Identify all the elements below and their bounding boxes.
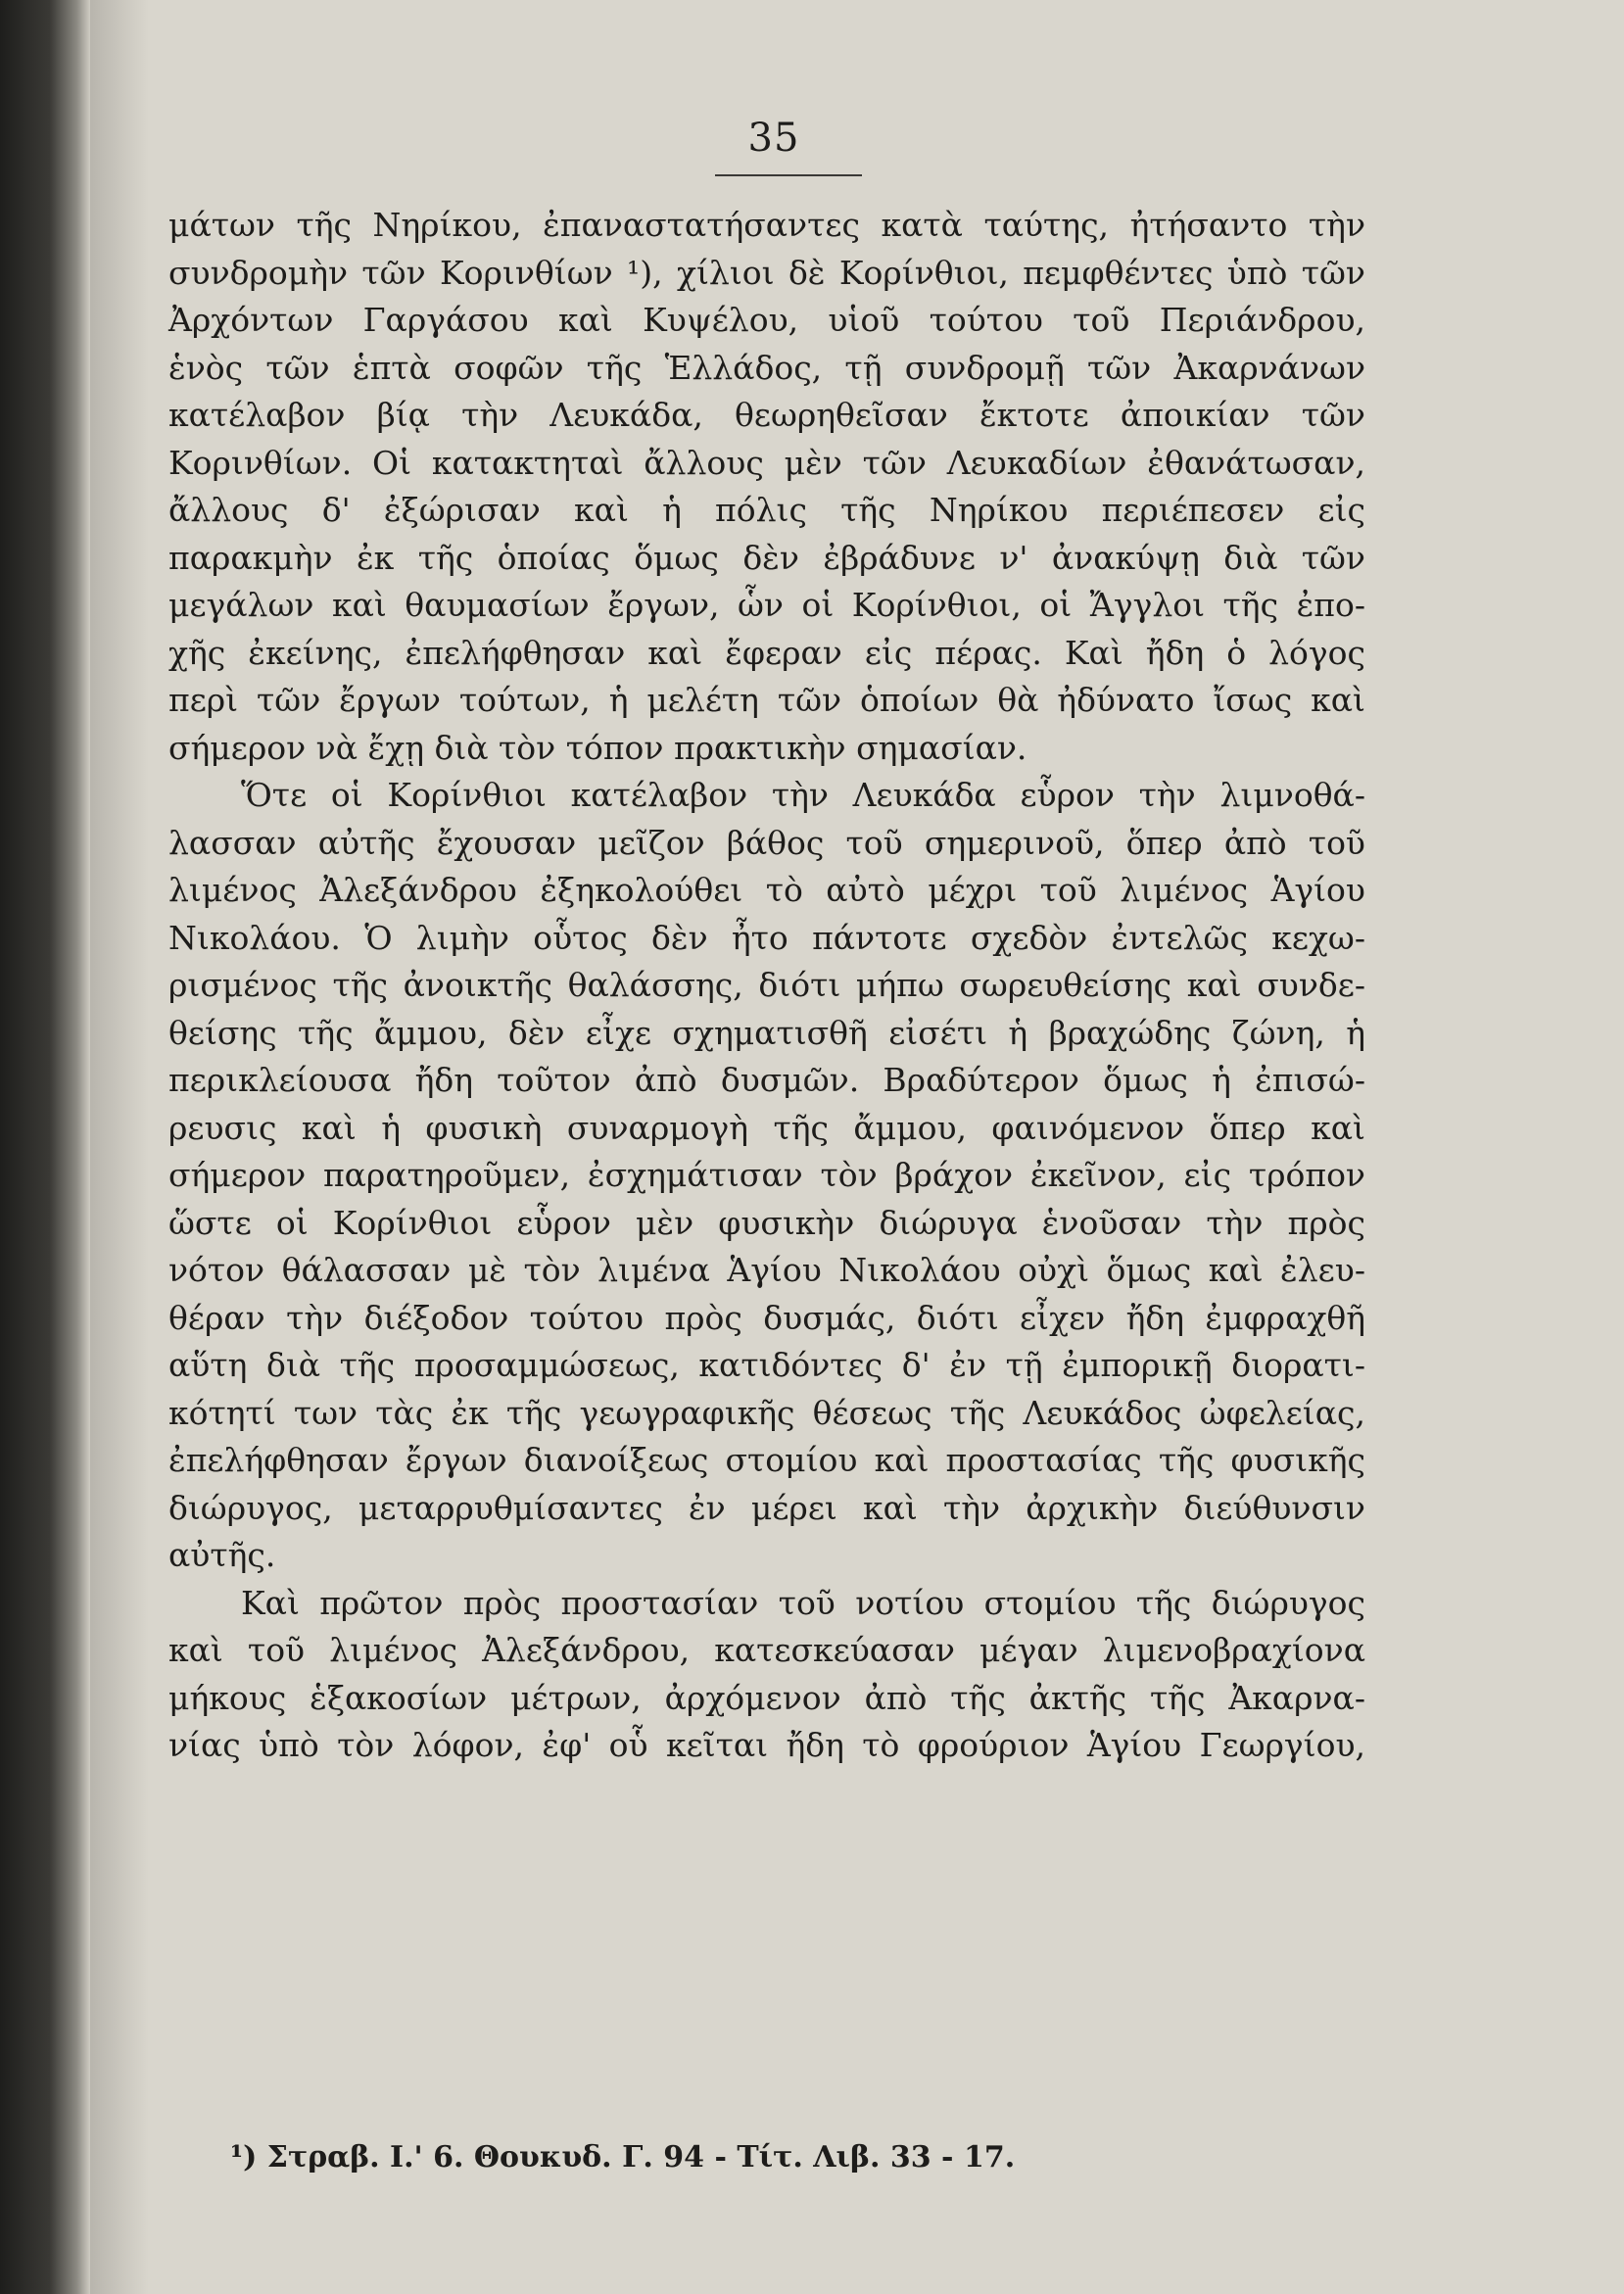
text-line: Ἀρχόντων Γαργάσου καὶ Κυψέλου, υἱοῦ τούτου τοῦ Περιάνδρου, xyxy=(168,301,1365,339)
text-line: ἄλλους δ' ἐξώρισαν καὶ ἡ πόλις τῆς Νηρίκου περιέπεσεν εἰς xyxy=(168,491,1365,529)
text-line: ρισμένος τῆς ἀνοικτῆς θαλάσσης, διότι μήπω σωρευθείσης καὶ συνδε- xyxy=(168,966,1365,1004)
text-line: Νικολάου. Ὁ λιμὴν οὗτος δὲν ἦτο πάντοτε σχεδὸν ἐντελῶς κεχω- xyxy=(168,918,1365,957)
text-line: μεγάλων καὶ θαυμασίων ἔργων, ὧν οἱ Κορίνθιοι, οἱ Ἄγγλοι τῆς ἐπο- xyxy=(168,586,1365,624)
text-line: κότητί των τὰς ἐκ τῆς γεωγραφικῆς θέσεως τῆς Λευκάδος ὠφελείας, xyxy=(168,1393,1365,1432)
page-number-rule xyxy=(715,174,862,176)
text-line: σήμερον παρατηροῦμεν, ἐσχημάτισαν τὸν βράχον ἐκεῖνον, εἰς τρόπον xyxy=(168,1156,1365,1194)
text-line: λιμένος Ἀλεξάνδρου ἐξηκολούθει τὸ αὐτὸ μέχρι τοῦ λιμένος Ἁγίου xyxy=(168,871,1365,909)
text-line: αὐτῆς. xyxy=(168,1536,276,1574)
text-line: σήμερον νὰ ἔχῃ διὰ τὸν τόπον πρακτικὴν σημασίαν. xyxy=(168,728,1027,767)
text-line: χῆς ἐκείνης, ἐπελήφθησαν καὶ ἔφεραν εἰς πέρας. Καὶ ἤδη ὁ λόγος xyxy=(168,633,1365,672)
text-line: Κορινθίων. Οἱ κατακτηταὶ ἄλλους μὲν τῶν Λευκαδίων ἐθανάτωσαν, xyxy=(168,443,1365,482)
footnote-marker: ¹) xyxy=(230,2140,258,2175)
text-line: νότον θάλασσαν μὲ τὸν λιμένα Ἁγίου Νικολάου οὐχὶ ὅμως καὶ ἐλευ- xyxy=(168,1251,1365,1289)
text-line: μάτων τῆς Νηρίκου, ἐπαναστατήσαντες κατὰ ταύτης, ἠτήσαντο τὴν xyxy=(168,206,1365,244)
text-line: ὥστε οἱ Κορίνθιοι εὗρον μὲν φυσικὴν διώρυγα ἑνοῦσαν τὴν πρὸς xyxy=(168,1203,1365,1242)
page-gutter xyxy=(90,0,149,2294)
text-line: κατέλαβον βίᾳ τὴν Λευκάδα, θεωρηθεῖσαν ἔκτοτε ἀποικίαν τῶν xyxy=(168,396,1365,434)
text-line: ἑνὸς τῶν ἑπτὰ σοφῶν τῆς Ἑλλάδος, τῇ συνδρομῇ τῶν Ἀκαρνάνων xyxy=(168,348,1365,387)
text-line: περικλείουσα ἤδη τοῦτον ἀπὸ δυσμῶν. Βραδύτερον ὅμως ἡ ἐπισώ- xyxy=(168,1061,1365,1099)
text-line: περὶ τῶν ἔργων τούτων, ἡ μελέτη τῶν ὁποίων θὰ ἠδύνατο ἴσως καὶ xyxy=(168,681,1365,719)
text-line: νίας ὑπὸ τὸν λόφον, ἐφ' οὗ κεῖται ἤδη τὸ φρούριον Ἁγίου Γεωργίου, xyxy=(168,1726,1365,1764)
text-line: αὕτη διὰ τῆς προσαμμώσεως, κατιδόντες δ' ἐν τῇ ἐμπορικῇ διορατι- xyxy=(168,1346,1365,1384)
text-line: θείσης τῆς ἄμμου, δὲν εἶχε σχηματισθῆ εἰσέτι ἡ βραχώδης ζώνη, ἡ xyxy=(168,1013,1365,1052)
book-binding-shadow xyxy=(0,0,90,2294)
text-line: παρακμὴν ἐκ τῆς ὁποίας ὅμως δὲν ἐβράδυνε ν' ἀνακύψῃ διὰ τῶν xyxy=(168,538,1365,577)
text-line: Ὅτε οἱ Κορίνθιοι κατέλαβον τὴν Λευκάδα εὗρον τὴν λιμνοθά- xyxy=(241,776,1365,814)
footnote xyxy=(230,2138,1112,2177)
text-line: ἐπελήφθησαν ἔργων διανοίξεως στομίου καὶ προστασίας τῆς φυσικῆς xyxy=(168,1441,1365,1479)
text-line: λασσαν αὐτῆς ἔχουσαν μεῖζον βάθος τοῦ σημερινοῦ, ὅπερ ἀπὸ τοῦ xyxy=(168,823,1365,862)
text-line: Καὶ πρῶτον πρὸς προστασίαν τοῦ νοτίου στομίου τῆς διώρυγος xyxy=(241,1583,1365,1622)
text-line: ρευσις καὶ ἡ φυσικὴ συναρμογὴ τῆς ἄμμου, φαινόμενον ὅπερ καὶ xyxy=(168,1108,1365,1147)
text-line: θέραν τὴν διέξοδον τούτου πρὸς δυσμάς, διότι εἶχεν ἤδη ἐμφραχθῆ xyxy=(168,1298,1365,1337)
text-line: μήκους ἑξακοσίων μέτρων, ἀρχόμενον ἀπὸ τῆς ἀκτῆς τῆς Ἀκαρνα- xyxy=(168,1678,1365,1717)
text-line: συνδρομὴν τῶν Κορινθίων ¹), χίλιοι δὲ Κορίνθιοι, πεμφθέντες ὑπὸ τῶν xyxy=(168,253,1365,292)
text-line: καὶ τοῦ λιμένος Ἀλεξάνδρου, κατεσκεύασαν μέγαν λιμενοβραχίονα xyxy=(168,1631,1365,1669)
footnote-text: Στραβ. Ι.' 6. Θουκυδ. Γ. 94 - Τίτ. Λιβ. 33 - 17. xyxy=(266,2140,1016,2175)
text-line: διώρυγος, μεταρρυθμίσαντες ἐν μέρει καὶ τὴν ἀρχικὴν διεύθυνσιν xyxy=(168,1488,1365,1527)
page-number: 35 xyxy=(747,116,800,161)
body-text xyxy=(168,202,1365,1770)
